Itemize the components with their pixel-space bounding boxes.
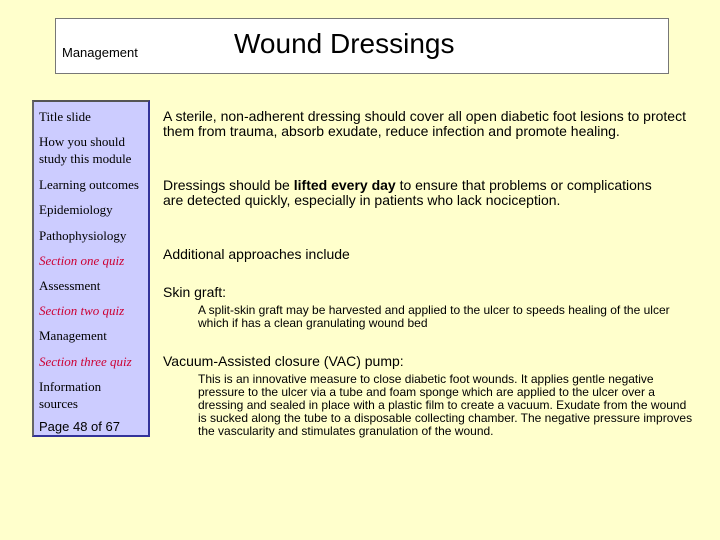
- vac-heading: Vacuum-Assisted closure (VAC) pump:: [163, 353, 404, 369]
- nav-title-slide[interactable]: Title slide: [39, 109, 91, 124]
- nav-information-sources[interactable]: Information sources: [39, 379, 102, 411]
- emphasis-text: lifted every day: [293, 177, 396, 193]
- nav-learning-outcomes[interactable]: Learning outcomes: [39, 177, 139, 192]
- nav-pathophysiology[interactable]: Pathophysiology: [39, 228, 127, 243]
- nav-how-to-study[interactable]: How you should study this module: [39, 134, 132, 166]
- text: Dressings should be: [163, 177, 294, 193]
- nav-section-two-quiz[interactable]: Section two quiz: [39, 303, 125, 318]
- sidebar-nav: [32, 100, 150, 437]
- vac-text: This is an innovative measure to close diabetic foot wounds. It applies gentle negative pressure to the ulcer via a tube and foam sponge which are applied to the ulcer over a dressing and sealed in place with a plastic film to create a vacuum. Exudate from the wound is sucked along the tube to a disposable collecting chamber. The negative pressure improves the vascularity and stimulates granulation of the wound.: [198, 372, 693, 438]
- skin-graft-heading: Skin graft:: [163, 284, 227, 300]
- nav-assessment[interactable]: Assessment: [39, 278, 101, 293]
- text: to ensure that problems or complications are detected quickly, especially in patients who lack nociception.: [163, 177, 652, 208]
- section-label: Management: [62, 45, 138, 60]
- slide-header: [55, 18, 669, 74]
- nav-epidemiology[interactable]: Epidemiology: [39, 202, 113, 217]
- page-title: Wound Dressings: [234, 28, 455, 59]
- skin-graft-text: A split-skin graft may be harvested and applied to the ulcer to speeds healing of the ulcer which if has a clean granulating wound bed: [198, 303, 670, 330]
- page-counter: Page 48 of 67: [39, 419, 120, 434]
- paragraph-sterile-dressing: A sterile, non-adherent dressing should cover all open diabetic foot lesions to protect them from trauma, absorb exudate, reduce infection and promote healing.: [163, 108, 686, 139]
- paragraph-additional: Additional approaches include: [163, 246, 350, 262]
- paragraph-lift-daily: [163, 178, 663, 208]
- nav-section-three-quiz[interactable]: Section three quiz: [39, 354, 132, 369]
- nav-management[interactable]: Management: [39, 328, 107, 343]
- nav-section-one-quiz[interactable]: Section one quiz: [39, 253, 125, 268]
